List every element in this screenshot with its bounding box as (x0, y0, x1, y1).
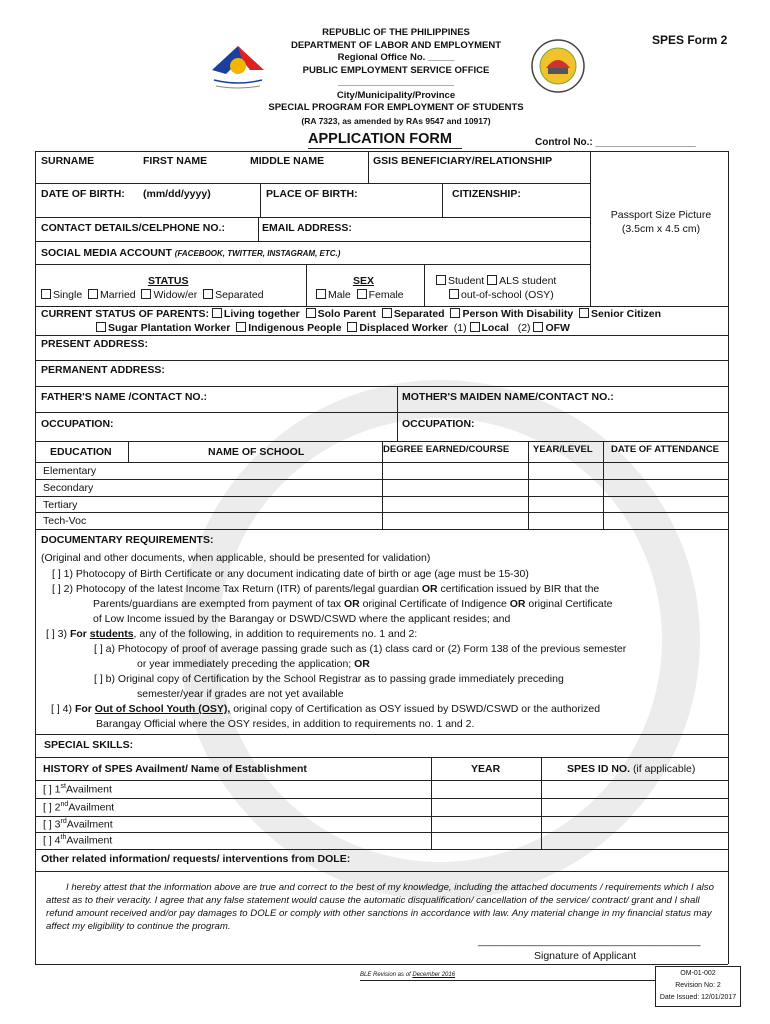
sugar-checkbox[interactable] (96, 322, 106, 332)
requirement-3b: [ ] b) Original copy of Certification by the School Registrar as to passing grade immediately preceding (94, 673, 564, 685)
r3g-text: OR (354, 658, 370, 670)
divider (35, 412, 728, 413)
female-checkbox[interactable] (357, 289, 367, 299)
requirement-2-line3: of Low Income issued by the Barangay or DSWD/CSWD where the applicant resides; and (93, 613, 511, 625)
student-options (436, 275, 556, 287)
divider (541, 757, 542, 849)
signature-label: Signature of Applicant (534, 950, 637, 962)
r2b-text: OR (421, 583, 438, 595)
edu-header-school: NAME OF SCHOOL (208, 446, 305, 458)
living-together-label: Living together (223, 308, 300, 320)
document-code-box (655, 966, 741, 1007)
civil-status-options (41, 289, 264, 301)
married-label: Married (100, 289, 136, 301)
frame-right (728, 151, 729, 964)
divider (258, 217, 259, 241)
divider (35, 871, 728, 872)
separated-checkbox[interactable] (203, 289, 213, 299)
form-title: APPLICATION FORM (308, 131, 452, 147)
sex-label: SEX (353, 275, 375, 287)
als-label: ALS student (499, 275, 557, 287)
permanent-address-label: PERMANENT ADDRESS: (41, 364, 165, 376)
r4d-text: original copy of Certification as OSY issued by DSWD/CSWD or the authorized (233, 703, 601, 715)
r3a-text: [ ] 3) (46, 628, 68, 640)
male-label: Male (328, 289, 351, 301)
contact-label: CONTACT DETAILS/CELPHONE NO.: (41, 222, 225, 234)
requirement-4-line2: Barangay Official where the OSY resides, in addition to requirements no. 1 and 2. (96, 718, 475, 730)
senior-label: Senior Citizen (591, 308, 662, 320)
divider (397, 386, 398, 441)
frame-top (35, 151, 728, 152)
history-header-establishment: HISTORY of SPES Availment/ Name of Establishment (43, 763, 307, 775)
indigenous-label: Indigenous People (248, 322, 342, 334)
photo-box-caption (598, 208, 724, 236)
divider (35, 264, 590, 265)
ble-revision (360, 972, 455, 978)
dob-format: (mm/dd/yyyy) (143, 188, 211, 200)
special-skills-label: SPECIAL SKILLS: (44, 739, 134, 751)
header-regional-office: Regional Office No. _____ (337, 52, 455, 63)
student-checkbox[interactable] (436, 275, 446, 285)
dob-label: DATE OF BIRTH: (41, 188, 125, 200)
divider (35, 734, 728, 735)
r2a-text: [ ] 2) Photocopy of the latest Income Tax Return (ITR) of parents/legal guardian (52, 583, 419, 595)
social-media-text: SOCIAL MEDIA ACCOUNT (41, 247, 172, 259)
parents-status-label: CURRENT STATUS OF PARENTS: (41, 308, 209, 320)
r2h-text: original Certificate (528, 598, 613, 610)
r2e-text: OR (343, 598, 360, 610)
edu-row-secondary: Secondary (43, 482, 94, 494)
spes-id-label: SPES ID NO. (567, 763, 631, 775)
divider (35, 479, 728, 480)
sex-options (316, 289, 404, 301)
r3c-text: students (89, 628, 134, 640)
displaced-checkbox[interactable] (347, 322, 357, 332)
father-occupation-label: OCCUPATION: (41, 418, 114, 430)
ofw-label: OFW (545, 322, 570, 334)
divider (35, 183, 590, 184)
divider (35, 386, 728, 387)
document-code: OM-01-002 (680, 970, 716, 977)
divider (35, 849, 728, 850)
edu-header-year: YEAR/LEVEL (533, 444, 593, 455)
local-label: Local (481, 322, 509, 334)
parents-separated-label: Separated (393, 308, 445, 320)
divider (35, 496, 728, 497)
r3d-text: , any of the following, in addition to requirements no. 1 and 2: (133, 628, 418, 640)
edu-header-education: EDUCATION (50, 446, 112, 458)
edu-row-tertiary: Tertiary (43, 499, 78, 511)
divider (424, 264, 425, 306)
header-city: City/Municipality/Province (336, 89, 456, 101)
pob-label: PLACE OF BIRTH: (266, 188, 358, 200)
requirement-2-line1 (52, 582, 599, 597)
ble-revision-date: December 2016 (412, 972, 456, 978)
divider (306, 264, 307, 306)
living-together-checkbox[interactable] (212, 308, 222, 318)
requirement-4 (51, 702, 600, 717)
divider (260, 183, 261, 217)
indigenous-checkbox[interactable] (236, 322, 246, 332)
r4a-text: [ ] 4) (51, 703, 73, 715)
availment-1-sup: st (60, 783, 66, 790)
photo-divider (590, 151, 591, 306)
divider (35, 217, 590, 218)
requirements-intro: (Original and other documents, when applicable, should be presented for validation) (41, 552, 431, 564)
ofw-checkbox[interactable] (533, 322, 543, 332)
availment-3-sup: rd (60, 818, 67, 825)
r3b-text: For (69, 628, 87, 640)
divider (35, 335, 728, 336)
divider (35, 462, 728, 463)
requirement-3 (46, 627, 417, 642)
divider (35, 832, 728, 833)
header-program: SPECIAL PROGRAM FOR EMPLOYMENT OF STUDENTS (268, 102, 524, 113)
attestation-text: I hereby attest that the information above are true and correct to the best of my knowledge, including the attached documents / requirements which I also attest as to their veracity. I agree that any false statement would cause the automatic disqualification/ cancellation of the service/ contract/ grant and I shall refund amount received and/or pay damages to DOLE or comply with other sanctions in accordance with law. Any material change in my financial status may affect my eligibility to continue the program. (46, 882, 714, 932)
header-blank-line: ______________________ (337, 77, 455, 88)
signature-line[interactable]: ________________________________________ (478, 936, 701, 947)
mother-occupation-label: OCCUPATION: (402, 418, 475, 430)
availment-3-prefix: [ ] 3 (43, 818, 61, 831)
history-header-spes-id (567, 763, 695, 775)
divider (603, 441, 604, 529)
parents-status-row1 (41, 308, 661, 320)
divider (528, 441, 529, 529)
history-header-year: YEAR (471, 763, 501, 775)
availment-row (43, 783, 112, 796)
married-checkbox[interactable] (88, 289, 98, 299)
divider (35, 798, 728, 799)
requirement-1: [ ] 1) Photocopy of Birth Certificate or any document indicating date of birth or age (age must be 15-30) (52, 568, 529, 580)
social-media-hint: (FACEBOOK, TWITTER, INSTAGRAM, ETC.) (174, 249, 341, 258)
availment-2-label: Availment (68, 801, 115, 814)
social-media-label (41, 247, 340, 259)
divider (35, 757, 728, 758)
availment-row (43, 834, 112, 847)
divider (382, 441, 383, 529)
other-info-label: Other related information/ requests/ interventions from DOLE: (41, 853, 351, 865)
osy-label: out-of-school (OSY) (461, 289, 554, 301)
availment-4-label: Availment (66, 834, 113, 847)
female-label: Female (368, 289, 404, 301)
r2f-text: original Certificate of Indigence (362, 598, 507, 610)
revision-number: Revision No: 2 (675, 982, 721, 989)
single-label: Single (53, 289, 83, 301)
requirement-3a: [ ] a) Photocopy of proof of average passing grade such as (1) class card or (2) Form 138 of the previous semester (94, 643, 627, 655)
header-department: DEPARTMENT OF LABOR AND EMPLOYMENT (290, 39, 502, 51)
title-underline (308, 148, 462, 149)
r4c-text: Out of School Youth (OSY), (94, 703, 231, 715)
availment-2-sup: nd (60, 801, 69, 808)
divider (35, 816, 728, 817)
edu-row-techvoc: Tech-Voc (43, 515, 87, 527)
senior-checkbox[interactable] (579, 308, 589, 318)
edu-row-elementary: Elementary (43, 465, 97, 477)
surname-label: SURNAME (41, 155, 95, 167)
pwd-label: Person With Disability (462, 308, 574, 320)
header-peso: PUBLIC EMPLOYMENT SERVICE OFFICE (302, 64, 490, 76)
divider (368, 151, 369, 183)
solo-parent-label: Solo Parent (317, 308, 376, 320)
citizenship-label: CITIZENSHIP: (452, 188, 521, 200)
availment-4-prefix: [ ] 4 (43, 834, 61, 847)
r2g-text: OR (509, 598, 526, 610)
r4b-text: For (74, 703, 92, 715)
availment-2-prefix: [ ] 2 (43, 801, 61, 814)
photo-line2: (3.5cm x 4.5 cm) (621, 223, 701, 235)
r2d-text: Parents/guardians are exempted from payment of tax (93, 598, 342, 610)
control-number: Control No.: __________________ (535, 137, 696, 148)
osy-option (449, 289, 554, 301)
ble-revision-text: BLE Revision as of (360, 972, 411, 978)
edu-header-date: DATE OF ATTENDANCE (611, 444, 720, 455)
divider (431, 757, 432, 849)
email-label: EMAIL ADDRESS: (262, 222, 352, 234)
als-checkbox[interactable] (487, 275, 497, 285)
present-address-label: PRESENT ADDRESS: (41, 338, 148, 350)
solo-parent-checkbox[interactable] (306, 308, 316, 318)
divider (35, 306, 728, 307)
status-label: STATUS (148, 275, 189, 287)
parents-separated-checkbox[interactable] (382, 308, 392, 318)
divider (35, 360, 728, 361)
displaced-label: Displaced Worker (359, 322, 448, 334)
availment-row (43, 801, 114, 814)
divider (128, 441, 129, 462)
first-name-label: FIRST NAME (143, 155, 208, 167)
footer-line (360, 980, 655, 981)
frame-bottom (35, 964, 728, 965)
father-label: FATHER'S NAME /CONTACT NO.: (41, 391, 208, 403)
sugar-label: Sugar Plantation Worker (108, 322, 231, 334)
availment-1-prefix: [ ] 1 (43, 783, 61, 796)
photo-line1: Passport Size Picture (610, 209, 712, 221)
availment-4-sup: th (60, 834, 67, 841)
osy-checkbox[interactable] (449, 289, 459, 299)
parents-status-row2 (96, 322, 570, 334)
single-checkbox[interactable] (41, 289, 51, 299)
date-issued: Date Issued: 12/01/2017 (659, 994, 737, 1001)
header-block (200, 27, 592, 127)
availment-3-label: Availment (66, 818, 113, 831)
frame-left (35, 151, 36, 964)
widow-label: Widow/er (153, 289, 198, 301)
local-num: (1) (453, 322, 467, 334)
divider (35, 241, 590, 242)
spes-id-hint: (if applicable) (632, 763, 696, 775)
male-checkbox[interactable] (316, 289, 326, 299)
requirement-3b-line2: semester/year if grades are not yet available (137, 688, 344, 700)
form-id: SPES Form 2 (652, 33, 728, 47)
middle-name-label: MIDDLE NAME (250, 155, 325, 167)
requirement-2-line2 (93, 597, 612, 612)
r3f-text: or year immediately preceding the application; (137, 658, 352, 670)
divider (35, 529, 728, 530)
divider (35, 512, 728, 513)
local-checkbox[interactable] (470, 322, 480, 332)
availment-1-label: Availment (65, 783, 112, 796)
ofw-num: (2) (517, 322, 531, 334)
edu-header-degree: DEGREE EARNED/COURSE (383, 444, 510, 455)
requirements-title: DOCUMENTARY REQUIREMENTS: (41, 534, 214, 546)
separated-label: Separated (215, 289, 264, 301)
gsis-label: GSIS BENEFICIARY/RELATIONSHIP (373, 155, 553, 167)
divider (35, 780, 728, 781)
header-ra: (RA 7323, as amended by RAs 9547 and 10917) (301, 115, 491, 126)
pwd-checkbox[interactable] (450, 308, 460, 318)
header-republic: REPUBLIC OF THE PHILIPPINES (322, 27, 470, 38)
r2c-text: certification issued by BIR that the (440, 583, 600, 595)
requirement-3a-line2 (137, 657, 370, 672)
availment-row (43, 818, 113, 831)
mother-label: MOTHER'S MAIDEN NAME/CONTACT NO.: (402, 391, 614, 403)
divider (442, 183, 443, 217)
widow-checkbox[interactable] (141, 289, 151, 299)
student-label: Student (448, 275, 485, 287)
